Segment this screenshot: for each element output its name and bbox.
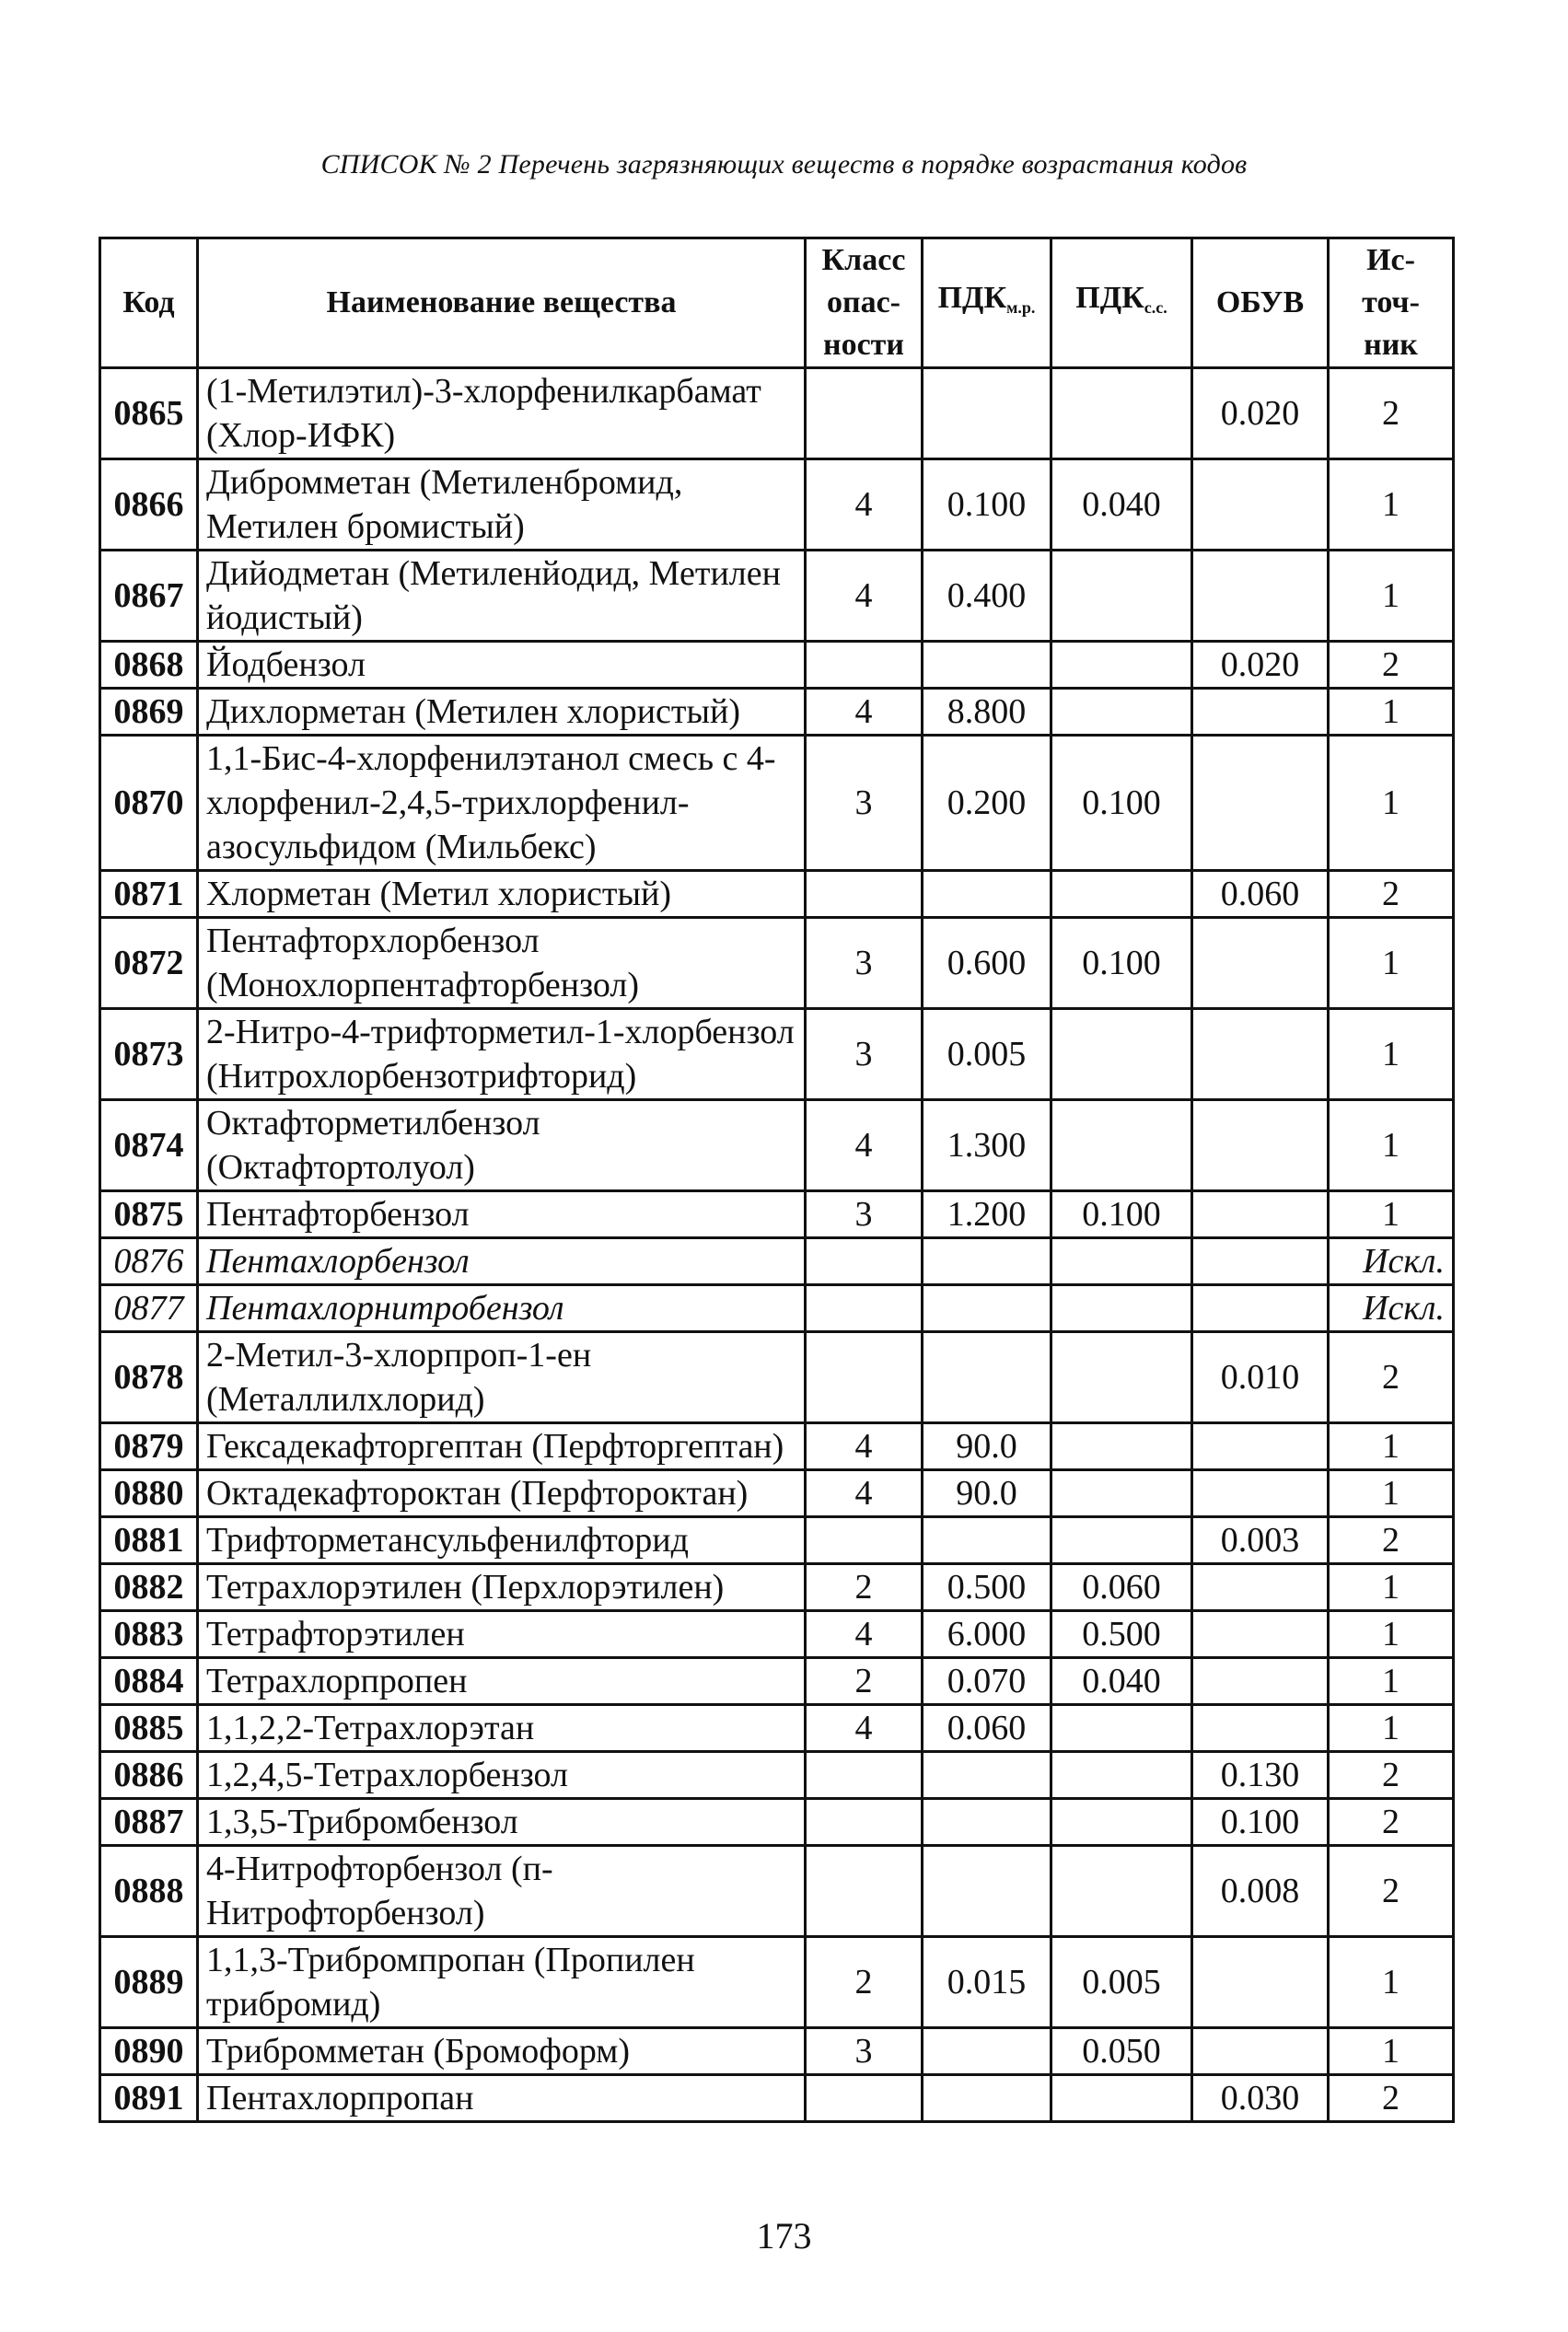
cell-pdk-mr: 0.060 <box>923 1705 1051 1752</box>
cell-name: 1,2,4,5-Тетрахлорбензол <box>198 1752 806 1799</box>
cell-pdk-ss <box>1051 1332 1192 1423</box>
cell-name: Тетрафторэтилен <box>198 1611 806 1658</box>
cell-source: 1 <box>1329 1100 1454 1191</box>
table-row <box>100 1191 1454 1238</box>
table-row <box>100 551 1454 642</box>
cell-pdk-ss: 0.050 <box>1051 2028 1192 2075</box>
cell-source: 1 <box>1329 1009 1454 1100</box>
table-row <box>100 918 1454 1009</box>
cell-code: 0891 <box>100 2075 198 2122</box>
cell-hazard-class: 4 <box>806 689 923 736</box>
cell-hazard-class <box>806 1846 923 1937</box>
cell-source: 1 <box>1329 1705 1454 1752</box>
cell-code: 0883 <box>100 1611 198 1658</box>
cell-pdk-ss <box>1051 2075 1192 2122</box>
cell-code: 0873 <box>100 1009 198 1100</box>
cell-pdk-ss <box>1051 1423 1192 1470</box>
cell-pdk-mr: 1.200 <box>923 1191 1051 1238</box>
cell-source: 2 <box>1329 1332 1454 1423</box>
cell-obuv <box>1192 1238 1329 1285</box>
cell-name: Октадекафтороктан (Перфтороктан) <box>198 1470 806 1517</box>
cell-hazard-class: 2 <box>806 1658 923 1705</box>
cell-pdk-mr: 0.200 <box>923 736 1051 871</box>
cell-pdk-ss: 0.100 <box>1051 1191 1192 1238</box>
header-pdk-mr-subscript: м.р. <box>1006 298 1036 317</box>
cell-pdk-ss: 0.040 <box>1051 1658 1192 1705</box>
cell-hazard-class: 2 <box>806 1937 923 2028</box>
table-row <box>100 1611 1454 1658</box>
table-body <box>100 368 1454 2122</box>
cell-obuv <box>1192 1705 1329 1752</box>
table-row <box>100 2075 1454 2122</box>
cell-obuv <box>1192 736 1329 871</box>
cell-name: Трифторметансульфенилфторид <box>198 1517 806 1564</box>
table-row <box>100 1846 1454 1937</box>
header-hazard-class: Класс опас- ности <box>806 238 923 368</box>
cell-obuv: 0.060 <box>1192 871 1329 918</box>
cell-name: Дийодметан (Метиленйодид, Метилен йодистый) <box>198 551 806 642</box>
cell-hazard-class: 4 <box>806 1611 923 1658</box>
cell-pdk-mr: 0.015 <box>923 1937 1051 2028</box>
cell-hazard-class: 3 <box>806 736 923 871</box>
cell-code: 0872 <box>100 918 198 1009</box>
table-row <box>100 368 1454 459</box>
cell-name: Пентахлорпропан <box>198 2075 806 2122</box>
cell-pdk-ss: 0.100 <box>1051 736 1192 871</box>
cell-pdk-ss <box>1051 1009 1192 1100</box>
cell-source: 1 <box>1329 1191 1454 1238</box>
cell-hazard-class <box>806 642 923 689</box>
cell-name: Тетрахлорэтилен (Перхлорэтилен) <box>198 1564 806 1611</box>
cell-name: 1,1,3-Трибромпропан (Пропилен трибромид) <box>198 1937 806 2028</box>
cell-pdk-mr: 6.000 <box>923 1611 1051 1658</box>
cell-hazard-class: 3 <box>806 918 923 1009</box>
cell-pdk-ss: 0.100 <box>1051 918 1192 1009</box>
cell-hazard-class <box>806 1799 923 1846</box>
cell-code: 0874 <box>100 1100 198 1191</box>
cell-source: 1 <box>1329 1564 1454 1611</box>
cell-code: 0875 <box>100 1191 198 1238</box>
cell-obuv <box>1192 1009 1329 1100</box>
cell-source: 2 <box>1329 368 1454 459</box>
cell-pdk-mr: 0.400 <box>923 551 1051 642</box>
cell-source: 1 <box>1329 551 1454 642</box>
header-code: Код <box>100 238 198 368</box>
cell-pdk-mr <box>923 871 1051 918</box>
cell-code: 0868 <box>100 642 198 689</box>
cell-pdk-mr <box>923 1752 1051 1799</box>
header-pdk-ss <box>1051 238 1192 368</box>
table-row <box>100 1564 1454 1611</box>
header-source: Ис- точ- ник <box>1329 238 1454 368</box>
cell-pdk-mr: 0.070 <box>923 1658 1051 1705</box>
cell-code: 0879 <box>100 1423 198 1470</box>
header-pdk-ss-label: ПДК <box>1075 281 1144 315</box>
cell-name: 2-Нитро-4-трифторметил-1-хлорбензол (Нитрохлорбензотрифторид) <box>198 1009 806 1100</box>
cell-pdk-mr <box>923 1285 1051 1332</box>
cell-hazard-class: 4 <box>806 1470 923 1517</box>
cell-obuv <box>1192 459 1329 551</box>
cell-hazard-class: 4 <box>806 1423 923 1470</box>
table-row <box>100 1752 1454 1799</box>
cell-code: 0886 <box>100 1752 198 1799</box>
table-row <box>100 871 1454 918</box>
cell-name: Трибромметан (Бромоформ) <box>198 2028 806 2075</box>
cell-code: 0884 <box>100 1658 198 1705</box>
cell-pdk-ss <box>1051 689 1192 736</box>
substances-table <box>99 237 1455 2123</box>
cell-pdk-mr <box>923 2028 1051 2075</box>
table-row <box>100 1517 1454 1564</box>
cell-pdk-mr <box>923 1799 1051 1846</box>
cell-hazard-class <box>806 1238 923 1285</box>
cell-source: 2 <box>1329 642 1454 689</box>
cell-pdk-ss <box>1051 1799 1192 1846</box>
cell-code: 0876 <box>100 1238 198 1285</box>
cell-obuv: 0.008 <box>1192 1846 1329 1937</box>
header-obuv: ОБУВ <box>1192 238 1329 368</box>
cell-code: 0880 <box>100 1470 198 1517</box>
cell-obuv: 0.020 <box>1192 642 1329 689</box>
cell-pdk-ss <box>1051 1100 1192 1191</box>
table-row <box>100 459 1454 551</box>
table-row <box>100 1238 1454 1285</box>
cell-hazard-class: 2 <box>806 1564 923 1611</box>
header-pdk-ss-subscript: с.с. <box>1144 298 1167 317</box>
cell-pdk-ss <box>1051 1517 1192 1564</box>
cell-source: 2 <box>1329 1752 1454 1799</box>
cell-name: (1-Метилэтил)-3-хлорфенилкарбамат (Хлор-ИФК) <box>198 368 806 459</box>
cell-obuv <box>1192 1937 1329 2028</box>
cell-hazard-class <box>806 368 923 459</box>
header-pdk-mr <box>923 238 1051 368</box>
table-row <box>100 689 1454 736</box>
cell-pdk-mr: 8.800 <box>923 689 1051 736</box>
cell-name: Пентафторбензол <box>198 1191 806 1238</box>
cell-name: Хлорметан (Метил хлористый) <box>198 871 806 918</box>
cell-code: 0887 <box>100 1799 198 1846</box>
cell-name: Дихлорметан (Метилен хлористый) <box>198 689 806 736</box>
cell-code: 0890 <box>100 2028 198 2075</box>
cell-pdk-mr: 0.005 <box>923 1009 1051 1100</box>
cell-pdk-ss <box>1051 1846 1192 1937</box>
cell-pdk-ss <box>1051 1238 1192 1285</box>
cell-hazard-class <box>806 1752 923 1799</box>
table-row <box>100 1285 1454 1332</box>
cell-pdk-ss <box>1051 551 1192 642</box>
cell-name: 1,1-Бис-4-хлорфенилэтанол смесь с 4-хлорфенил-2,4,5-трихлорфенил-азосульфидом (Мильбекс) <box>198 736 806 871</box>
cell-name: 4-Нитрофторбензол (п-Нитрофторбензол) <box>198 1846 806 1937</box>
cell-source: 1 <box>1329 2028 1454 2075</box>
cell-source: 2 <box>1329 1799 1454 1846</box>
cell-code: 0882 <box>100 1564 198 1611</box>
cell-name: Дибромметан (Метиленбромид, Метилен бромистый) <box>198 459 806 551</box>
cell-code: 0869 <box>100 689 198 736</box>
cell-pdk-ss <box>1051 642 1192 689</box>
cell-source: 1 <box>1329 689 1454 736</box>
cell-name: 2-Метил-3-хлорпроп-1-ен (Металлилхлорид) <box>198 1332 806 1423</box>
table-row <box>100 1332 1454 1423</box>
cell-code: 0888 <box>100 1846 198 1937</box>
cell-hazard-class <box>806 871 923 918</box>
cell-pdk-ss <box>1051 1285 1192 1332</box>
cell-source: 1 <box>1329 918 1454 1009</box>
cell-obuv: 0.100 <box>1192 1799 1329 1846</box>
table-row <box>100 2028 1454 2075</box>
cell-name: Йодбензол <box>198 642 806 689</box>
cell-source: 1 <box>1329 1937 1454 2028</box>
cell-hazard-class <box>806 1285 923 1332</box>
cell-pdk-ss: 0.005 <box>1051 1937 1192 2028</box>
cell-hazard-class: 4 <box>806 459 923 551</box>
cell-obuv <box>1192 2028 1329 2075</box>
cell-source: 1 <box>1329 1470 1454 1517</box>
table-row <box>100 1705 1454 1752</box>
cell-name: Октафторметилбензол (Октафтортолуол) <box>198 1100 806 1191</box>
cell-hazard-class <box>806 1332 923 1423</box>
cell-obuv: 0.020 <box>1192 368 1329 459</box>
cell-hazard-class <box>806 1517 923 1564</box>
cell-obuv <box>1192 1611 1329 1658</box>
cell-source: 1 <box>1329 736 1454 871</box>
cell-obuv <box>1192 1423 1329 1470</box>
cell-pdk-mr <box>923 1332 1051 1423</box>
cell-source: 2 <box>1329 871 1454 918</box>
cell-source: 1 <box>1329 1423 1454 1470</box>
cell-source: 2 <box>1329 1846 1454 1937</box>
cell-source: 1 <box>1329 459 1454 551</box>
table-row <box>100 642 1454 689</box>
cell-hazard-class: 3 <box>806 1191 923 1238</box>
cell-obuv <box>1192 1470 1329 1517</box>
cell-pdk-mr <box>923 2075 1051 2122</box>
cell-pdk-ss: 0.500 <box>1051 1611 1192 1658</box>
cell-name: Пентафторхлорбензол (Монохлорпентафторбензол) <box>198 918 806 1009</box>
cell-obuv <box>1192 689 1329 736</box>
page-number: 173 <box>756 2215 812 2257</box>
cell-code: 0885 <box>100 1705 198 1752</box>
cell-source: Искл. <box>1329 1285 1454 1332</box>
page-title: СПИСОК № 2 Перечень загрязняющих веществ в порядке возрастания кодов <box>320 149 1248 180</box>
cell-pdk-mr <box>923 1238 1051 1285</box>
cell-hazard-class: 4 <box>806 1100 923 1191</box>
cell-name: 1,3,5-Трибромбензол <box>198 1799 806 1846</box>
table-row <box>100 1100 1454 1191</box>
cell-obuv <box>1192 1285 1329 1332</box>
cell-name: Тетрахлорпропен <box>198 1658 806 1705</box>
cell-obuv <box>1192 1658 1329 1705</box>
cell-pdk-mr: 0.500 <box>923 1564 1051 1611</box>
header-name: Наименование вещества <box>198 238 806 368</box>
cell-pdk-mr <box>923 642 1051 689</box>
cell-code: 0871 <box>100 871 198 918</box>
cell-obuv <box>1192 1100 1329 1191</box>
cell-code: 0870 <box>100 736 198 871</box>
table-header-row <box>100 238 1454 368</box>
cell-pdk-ss: 0.040 <box>1051 459 1192 551</box>
cell-pdk-ss <box>1051 1705 1192 1752</box>
cell-code: 0881 <box>100 1517 198 1564</box>
cell-source: 2 <box>1329 2075 1454 2122</box>
cell-hazard-class <box>806 2075 923 2122</box>
cell-name: 1,1,2,2-Тетрахлорэтан <box>198 1705 806 1752</box>
cell-code: 0877 <box>100 1285 198 1332</box>
cell-obuv <box>1192 918 1329 1009</box>
table-row <box>100 736 1454 871</box>
cell-hazard-class: 3 <box>806 1009 923 1100</box>
cell-pdk-mr <box>923 368 1051 459</box>
cell-obuv <box>1192 1564 1329 1611</box>
cell-obuv <box>1192 551 1329 642</box>
cell-source: 2 <box>1329 1517 1454 1564</box>
cell-obuv: 0.130 <box>1192 1752 1329 1799</box>
table-row <box>100 1423 1454 1470</box>
cell-obuv <box>1192 1191 1329 1238</box>
cell-pdk-mr: 0.100 <box>923 459 1051 551</box>
cell-code: 0889 <box>100 1937 198 2028</box>
cell-hazard-class: 4 <box>806 1705 923 1752</box>
cell-pdk-ss <box>1051 1470 1192 1517</box>
cell-code: 0867 <box>100 551 198 642</box>
cell-hazard-class: 3 <box>806 2028 923 2075</box>
cell-source: Искл. <box>1329 1238 1454 1285</box>
header-pdk-mr-label: ПДК <box>937 281 1007 315</box>
cell-pdk-mr: 1.300 <box>923 1100 1051 1191</box>
cell-pdk-ss <box>1051 1752 1192 1799</box>
table-row <box>100 1937 1454 2028</box>
cell-obuv: 0.010 <box>1192 1332 1329 1423</box>
cell-code: 0878 <box>100 1332 198 1423</box>
cell-pdk-mr: 90.0 <box>923 1470 1051 1517</box>
cell-obuv: 0.003 <box>1192 1517 1329 1564</box>
table-row <box>100 1470 1454 1517</box>
cell-name: Пентахлорнитробензол <box>198 1285 806 1332</box>
table-row <box>100 1658 1454 1705</box>
cell-pdk-mr: 90.0 <box>923 1423 1051 1470</box>
cell-pdk-mr <box>923 1846 1051 1937</box>
cell-source: 1 <box>1329 1611 1454 1658</box>
cell-hazard-class: 4 <box>806 551 923 642</box>
cell-pdk-ss <box>1051 368 1192 459</box>
table-row <box>100 1009 1454 1100</box>
cell-code: 0865 <box>100 368 198 459</box>
table-row <box>100 1799 1454 1846</box>
cell-pdk-mr <box>923 1517 1051 1564</box>
cell-pdk-ss <box>1051 871 1192 918</box>
cell-name: Пентахлорбензол <box>198 1238 806 1285</box>
cell-pdk-mr: 0.600 <box>923 918 1051 1009</box>
cell-code: 0866 <box>100 459 198 551</box>
cell-obuv: 0.030 <box>1192 2075 1329 2122</box>
cell-source: 1 <box>1329 1658 1454 1705</box>
cell-pdk-ss: 0.060 <box>1051 1564 1192 1611</box>
cell-name: Гексадекафторгептан (Перфторгептан) <box>198 1423 806 1470</box>
